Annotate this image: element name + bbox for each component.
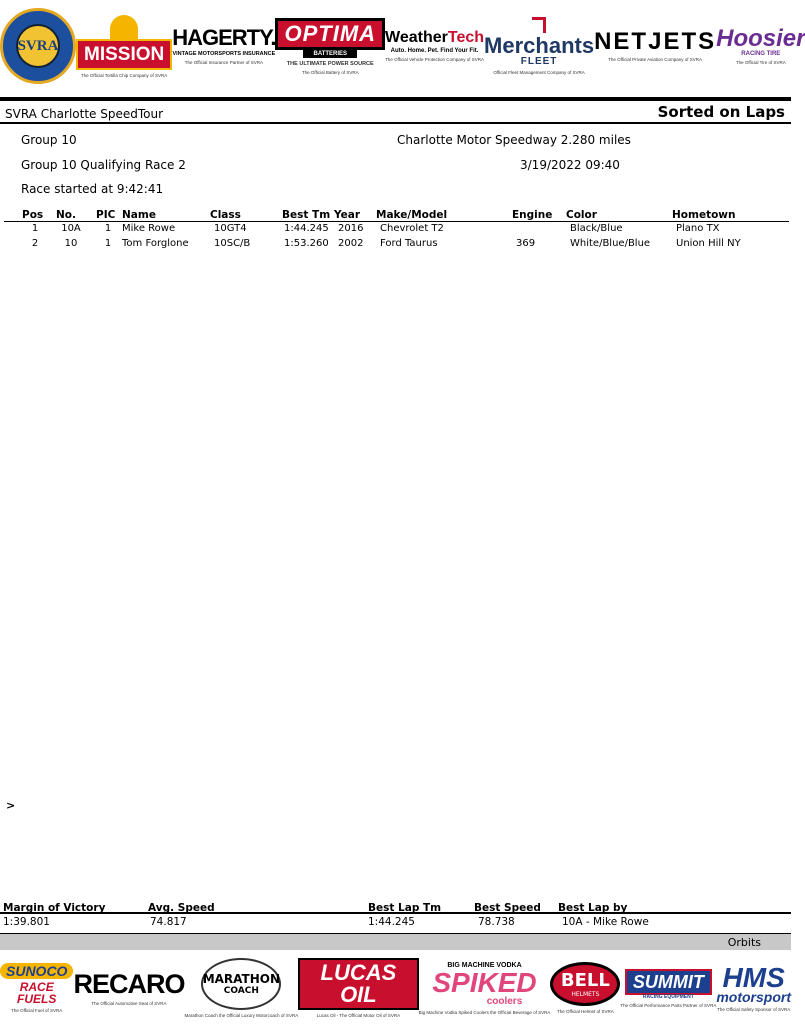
session-datetime: 3/19/2022 09:40	[520, 158, 620, 172]
track-label: Charlotte Motor Speedway 2.280 miles	[397, 133, 631, 147]
pic-cell: 1	[104, 223, 112, 234]
group-label: Group 10	[21, 133, 77, 147]
col-name: Name	[122, 209, 156, 221]
pic-cell: 1	[104, 238, 112, 249]
col-color: Color	[566, 209, 597, 221]
best-speed-value: 78.738	[478, 916, 515, 928]
best-lap-time-label: Best Lap Tm	[368, 902, 442, 914]
best-time-cell: 1:44.245	[284, 223, 329, 234]
hometown-cell: Plano TX	[676, 223, 720, 234]
car-number-cell: 10	[64, 238, 78, 249]
best-lap-time-value: 1:44.245	[368, 916, 415, 928]
recaro-logo: RECARO The Official Automotive Seat of SVRA	[73, 968, 185, 1006]
summary-values-row	[0, 914, 791, 933]
merchants-fleet-logo: Merchants FLEET Official Fleet Management Company of SVRA	[484, 17, 594, 75]
col-make-model: Make/Model	[376, 209, 448, 221]
hms-motorsport-logo: HMS motorsport The Official Safety Sponsor of SVRA	[716, 962, 791, 1012]
col-hometown: Hometown	[672, 209, 736, 221]
weathertech-logo: WeatherTech Auto. Home. Pet. Find Your Fit. The Official Vehicle Protection Company of SVRA	[385, 29, 485, 62]
stray-mark: >	[6, 799, 16, 812]
results-table	[4, 208, 789, 252]
col-pos: Pos	[22, 209, 44, 221]
summary-header-row	[0, 900, 791, 914]
merchants-flag-icon	[532, 17, 546, 33]
session-label: Group 10 Qualifying Race 2	[21, 158, 186, 172]
mission-logo: MISSION The Official Tortilla Chip Company of SVRA	[76, 15, 172, 78]
year-cell: 2016	[338, 223, 364, 234]
best-lap-by-value: 10A - Mike Rowe	[562, 916, 649, 928]
make-model-cell: Chevrolet T2	[380, 223, 444, 234]
col-year: Year	[334, 209, 361, 221]
bell-helmets-logo: BELL HELMETS The Official Helmet of SVRA	[550, 962, 620, 1014]
race-start-time: Race started at 9:42:41	[21, 182, 164, 196]
pos-cell: 1	[31, 223, 39, 234]
best-lap-by-label: Best Lap by	[558, 902, 628, 914]
engine-cell: 369	[516, 238, 536, 249]
bottom-sponsor-strip	[0, 952, 791, 1024]
summit-racing-logo: SUMMIT RACING EQUIPMENT The Official Performance Parts Partner of SVRA	[620, 969, 716, 1008]
timing-footer-bar	[0, 933, 791, 950]
event-title: SVRA Charlotte SpeedTour	[5, 107, 164, 121]
make-model-cell: Ford Taurus	[380, 238, 438, 249]
lucas-oil-logo: LUCAS OIL Lucas Oil - The Official Motor Oil of SVRA	[298, 958, 418, 1018]
col-best-time: Best Tm	[282, 209, 331, 221]
color-cell: Black/Blue	[570, 223, 623, 234]
marathon-coach-logo: MARATHON COACH Marathon Coach the Official Luxury Motorcoach of SVRA	[184, 958, 298, 1018]
driver-name-cell: Tom Forglone	[122, 238, 189, 249]
results-header-row	[4, 208, 789, 222]
netjets-logo: NETJETS The Official Private Aviation Company of SVRA	[594, 28, 717, 62]
year-cell: 2002	[338, 238, 364, 249]
margin-of-victory-value: 1:39.801	[3, 916, 50, 928]
avg-speed-value: 74.817	[150, 916, 187, 928]
race-summary	[0, 900, 791, 933]
table-row	[4, 222, 789, 237]
svra-logo	[0, 8, 76, 84]
class-cell: 10GT4	[214, 223, 247, 234]
timing-system-label: Orbits	[727, 936, 761, 949]
driver-name-cell: Mike Rowe	[122, 223, 176, 234]
best-time-cell: 1:53.260	[284, 238, 329, 249]
car-number-cell: 10A	[61, 223, 81, 234]
header-rule	[0, 97, 791, 101]
table-row	[4, 237, 789, 252]
color-cell: White/Blue/Blue	[570, 238, 651, 249]
svra-logo-mark: SVRA	[16, 24, 60, 68]
col-no: No.	[56, 209, 76, 221]
class-cell: 10SC/B	[214, 238, 251, 249]
event-header	[0, 102, 791, 124]
sunoco-logo: SUNOCO RACE FUELS The Official Fuel of SVRA	[0, 963, 73, 1013]
spiked-coolers-logo: BIG MACHINE VODKA SPIKED coolers Big Machine Vodka Spiked Coolers the Official Beverage of SVRA	[418, 961, 551, 1015]
col-class: Class	[210, 209, 241, 221]
pos-cell: 2	[31, 238, 39, 249]
col-engine: Engine	[512, 209, 553, 221]
optima-logo: OPTIMA BATTERIES THE ULTIMATE POWER SOURCE The Official Battery of SVRA	[275, 18, 385, 75]
hoosier-logo: Hoosier RACING TIRE The Official Tire of SVRA	[716, 25, 805, 65]
sort-label: Sorted on Laps	[657, 103, 785, 121]
avg-speed-label: Avg. Speed	[148, 902, 215, 914]
col-pic: PIC	[96, 209, 116, 221]
hagerty-logo: HAGERTY. VINTAGE MOTORSPORTS INSURANCE The Official Insurance Partner of SVRA	[172, 24, 276, 66]
best-speed-label: Best Speed	[474, 902, 541, 914]
margin-of-victory-label: Margin of Victory	[3, 902, 106, 914]
top-sponsor-strip	[0, 0, 805, 92]
hometown-cell: Union Hill NY	[676, 238, 741, 249]
